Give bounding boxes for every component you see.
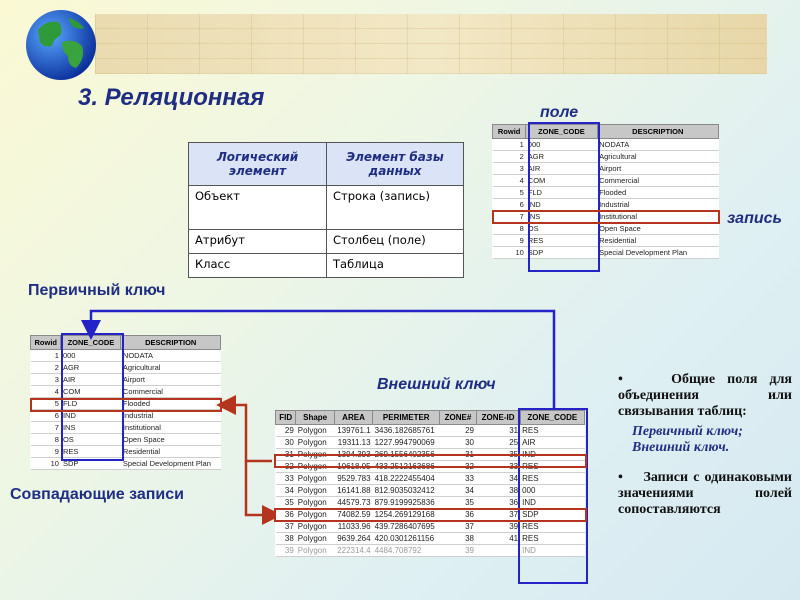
table-cell: IND — [526, 199, 597, 211]
bullet-foreign-key: Внешний ключ. — [632, 440, 730, 455]
table-cell: FLD — [526, 187, 597, 199]
table-cell: 000 — [526, 139, 597, 151]
table-cell: 1 — [31, 350, 61, 362]
cell-object: Объект — [189, 186, 327, 230]
field-label: поле — [540, 104, 579, 121]
table-row[interactable] — [493, 223, 719, 235]
table-cell: 74082.59 — [334, 509, 372, 521]
table-header-row — [31, 336, 221, 350]
table-cell: 6 — [493, 199, 526, 211]
table-cell: 38 — [276, 533, 296, 545]
table-cell: RES — [520, 461, 584, 473]
table-cell: SDP — [526, 247, 597, 259]
foreign-key-highlight — [518, 408, 588, 584]
table-cell: Open Space — [597, 223, 718, 235]
table-row[interactable] — [493, 175, 719, 187]
table-row[interactable] — [493, 163, 719, 175]
table-cell: 10 — [31, 458, 61, 470]
table-cell: 31 — [440, 449, 476, 461]
table-cell: 7 — [31, 422, 61, 434]
table-cell: 30 — [276, 437, 296, 449]
table-cell: NODATA — [597, 139, 718, 151]
table-cell: 44579.73 — [334, 497, 372, 509]
table-cell: Polygon — [296, 545, 335, 557]
table-cell: Polygon — [296, 437, 335, 449]
table-cell — [476, 545, 520, 557]
table-cell: AGR — [526, 151, 597, 163]
table-cell: 33 — [276, 473, 296, 485]
table-cell: 439.7286407695 — [373, 521, 440, 533]
table-cell: 222314.4 — [334, 545, 372, 557]
column-header[interactable]: DESCRIPTION — [597, 125, 718, 139]
column-header[interactable]: PERIMETER — [373, 411, 440, 425]
header-logical-element: Логический элемент — [189, 143, 327, 186]
table-row[interactable] — [31, 362, 221, 374]
table-cell: AIR — [61, 374, 121, 386]
table-cell: 10 — [493, 247, 526, 259]
table-cell: Airport — [121, 374, 221, 386]
column-header[interactable]: ZONE# — [440, 411, 476, 425]
bullet-primary-key: Первичный ключ; — [632, 424, 743, 439]
table-cell: IND — [520, 545, 584, 557]
column-header[interactable]: ZONE_CODE — [61, 336, 121, 350]
primary-record-highlight — [30, 398, 222, 412]
table-cell: 37 — [440, 521, 476, 533]
table-cell: Polygon — [296, 461, 335, 473]
primary-key-label: Первичный ключ — [28, 282, 166, 299]
bullet-common-fields: • Общие поля для объединения или связывания таблиц: — [618, 372, 792, 419]
table-cell: 1 — [493, 139, 526, 151]
table-cell: 29 — [276, 425, 296, 437]
table-cell: RES — [520, 533, 584, 545]
column-header[interactable]: Shape — [296, 411, 335, 425]
table-row[interactable] — [31, 458, 221, 470]
table-cell: 33 — [476, 461, 520, 473]
table-cell: OS — [526, 223, 597, 235]
table-cell: 35 — [476, 449, 520, 461]
table-cell: 2 — [31, 362, 61, 374]
table-cell: 6 — [31, 410, 61, 422]
column-header[interactable]: AREA — [334, 411, 372, 425]
table-cell: 3 — [493, 163, 526, 175]
zone-table-top — [492, 124, 719, 259]
table-cell: 9 — [493, 235, 526, 247]
table-cell: 4 — [493, 175, 526, 187]
table-cell: 41 — [476, 533, 520, 545]
table-cell: 36 — [276, 509, 296, 521]
table-cell: Agricultural — [597, 151, 718, 163]
table-cell: 1254.269129168 — [373, 509, 440, 521]
table-cell: COM — [61, 386, 121, 398]
table-cell: 35 — [440, 497, 476, 509]
table-row[interactable] — [31, 386, 221, 398]
table-cell: 879.9199925836 — [373, 497, 440, 509]
table-row[interactable] — [493, 247, 719, 259]
cell-row-record: Строка (запись) — [327, 186, 464, 230]
table-cell: Flooded — [597, 187, 718, 199]
column-header[interactable]: Rowid — [493, 125, 526, 139]
table-cell: 39 — [276, 545, 296, 557]
table-cell: 3436.182685761 — [373, 425, 440, 437]
table-cell: OS — [61, 434, 121, 446]
table-cell: 30 — [440, 437, 476, 449]
table-cell: FLD — [61, 398, 121, 410]
table-cell: 000 — [61, 350, 121, 362]
table-cell: Special Development Plan — [121, 458, 221, 470]
table-cell: 4484.708792 — [373, 545, 440, 557]
table-cell: 9639.264 — [334, 533, 372, 545]
record-highlight — [492, 210, 720, 224]
table-cell: Commercial — [597, 175, 718, 187]
table-row[interactable] — [493, 199, 719, 211]
table-cell: RES — [520, 425, 584, 437]
table-row[interactable] — [31, 374, 221, 386]
table-cell: Polygon — [296, 509, 335, 521]
table-cell: IND — [61, 410, 121, 422]
table-cell: Institutional — [121, 422, 221, 434]
table-cell: Polygon — [296, 533, 335, 545]
table-cell: COM — [526, 175, 597, 187]
table-cell: Polygon — [296, 497, 335, 509]
table-cell: 433.2512163686 — [373, 461, 440, 473]
table-cell: 4 — [31, 386, 61, 398]
table-cell: 10618.05 — [334, 461, 372, 473]
table-cell: INS — [526, 211, 597, 223]
table-cell: Flooded — [121, 398, 221, 410]
column-header[interactable]: DESCRIPTION — [121, 336, 221, 350]
table-row[interactable] — [493, 235, 719, 247]
table-cell: RES — [61, 446, 121, 458]
table-cell: 5 — [31, 398, 61, 410]
table-cell: 5 — [493, 187, 526, 199]
column-header[interactable]: ZONE_CODE — [520, 411, 584, 425]
table-cell: 36 — [440, 509, 476, 521]
table-row[interactable] — [493, 187, 719, 199]
record-label: запись — [727, 210, 783, 227]
table-cell: 418.2222455404 — [373, 473, 440, 485]
table-cell: 7 — [493, 211, 526, 223]
table-cell: 9529.783 — [334, 473, 372, 485]
primary-key-highlight — [61, 333, 124, 461]
bullet-matching: • Записи с одинаковыми значениями полей сопоставляются — [618, 470, 792, 517]
globe-icon — [24, 8, 98, 82]
table-row[interactable] — [31, 422, 221, 434]
table-cell: Polygon — [296, 473, 335, 485]
table-cell: SDP — [61, 458, 121, 470]
table-cell: 3 — [31, 374, 61, 386]
table-cell: 37 — [276, 521, 296, 533]
table-cell: RES — [520, 521, 584, 533]
foreign-key-label: Внешний ключ — [377, 376, 496, 393]
table-cell: 8 — [493, 223, 526, 235]
table-cell: 38 — [440, 533, 476, 545]
cell-table: Таблица — [327, 254, 464, 278]
table-cell: IND — [520, 449, 584, 461]
table-cell: 37 — [476, 509, 520, 521]
table-cell: 34 — [476, 473, 520, 485]
column-header[interactable]: FID — [276, 411, 296, 425]
table-cell: 33 — [440, 473, 476, 485]
table-cell: IND — [520, 497, 584, 509]
table-row[interactable] — [31, 434, 221, 446]
table-cell: 269.1556402356 — [373, 449, 440, 461]
table-cell: 29 — [440, 425, 476, 437]
table-cell: 812.9035032412 — [373, 485, 440, 497]
table-cell: 39 — [440, 545, 476, 557]
table-cell: Agricultural — [121, 362, 221, 374]
table-cell: SDP — [520, 509, 584, 521]
table-cell: Polygon — [296, 449, 335, 461]
table-row[interactable] — [493, 151, 719, 163]
table-cell: 2 — [493, 151, 526, 163]
table-cell: 000 — [520, 485, 584, 497]
table-cell: 32 — [440, 461, 476, 473]
bullet-panel — [606, 372, 792, 518]
table-header-row — [493, 125, 719, 139]
cell-attribute: Атрибут — [189, 230, 327, 254]
table-row[interactable] — [31, 350, 221, 362]
table-cell: 19311.13 — [334, 437, 372, 449]
table-cell: 32 — [276, 461, 296, 473]
table-cell: Residential — [597, 235, 718, 247]
cell-class: Класс — [189, 254, 327, 278]
comparison-table — [188, 142, 464, 278]
table-cell: AIR — [520, 437, 584, 449]
table-cell: NODATA — [121, 350, 221, 362]
cell-column-field: Столбец (поле) — [327, 230, 464, 254]
matching-record-2 — [274, 508, 587, 522]
table-cell: Polygon — [296, 425, 335, 437]
slide-title: 3. Реляционная — [78, 84, 265, 111]
table-cell: RES — [526, 235, 597, 247]
table-cell: 16141.88 — [334, 485, 372, 497]
table-cell: AIR — [526, 163, 597, 175]
column-header[interactable]: ZONE_CODE — [526, 125, 597, 139]
world-map-banner — [95, 14, 767, 74]
table-row[interactable] — [31, 446, 221, 458]
table-cell: INS — [61, 422, 121, 434]
table-cell: 1394.393 — [334, 449, 372, 461]
table-cell: 11033.96 — [334, 521, 372, 533]
table-cell: 420.0301261156 — [373, 533, 440, 545]
table-cell: 31 — [476, 425, 520, 437]
table-cell: 1227.994790069 — [373, 437, 440, 449]
table-cell: 39 — [476, 521, 520, 533]
table-cell: 25 — [476, 437, 520, 449]
column-header[interactable]: ZONE-ID — [476, 411, 520, 425]
table-cell: Polygon — [296, 485, 335, 497]
table-cell: Open Space — [121, 434, 221, 446]
table-cell: 8 — [31, 434, 61, 446]
table-cell: 139761.1 — [334, 425, 372, 437]
table-cell: Polygon — [296, 521, 335, 533]
table-cell: Institutional — [597, 211, 718, 223]
header-db-element: Элемент базы данных — [327, 143, 464, 186]
table-cell: AGR — [61, 362, 121, 374]
table-cell: 34 — [440, 485, 476, 497]
table-cell: Industrial — [121, 410, 221, 422]
table-cell: 35 — [276, 497, 296, 509]
table-cell: 9 — [31, 446, 61, 458]
table-cell: 34 — [276, 485, 296, 497]
table-cell: Airport — [597, 163, 718, 175]
matching-record-1 — [274, 454, 587, 468]
field-highlight — [528, 122, 600, 272]
table-cell: Residential — [121, 446, 221, 458]
column-header[interactable]: Rowid — [31, 336, 61, 350]
table-cell: 38 — [476, 485, 520, 497]
table-cell: Commercial — [121, 386, 221, 398]
matching-records-label: Совпадающие записи — [10, 486, 184, 503]
table-row[interactable] — [493, 139, 719, 151]
table-cell: 36 — [476, 497, 520, 509]
table-cell: RES — [520, 473, 584, 485]
table-cell: Industrial — [597, 199, 718, 211]
table-cell: Special Development Plan — [597, 247, 718, 259]
table-cell: 31 — [276, 449, 296, 461]
